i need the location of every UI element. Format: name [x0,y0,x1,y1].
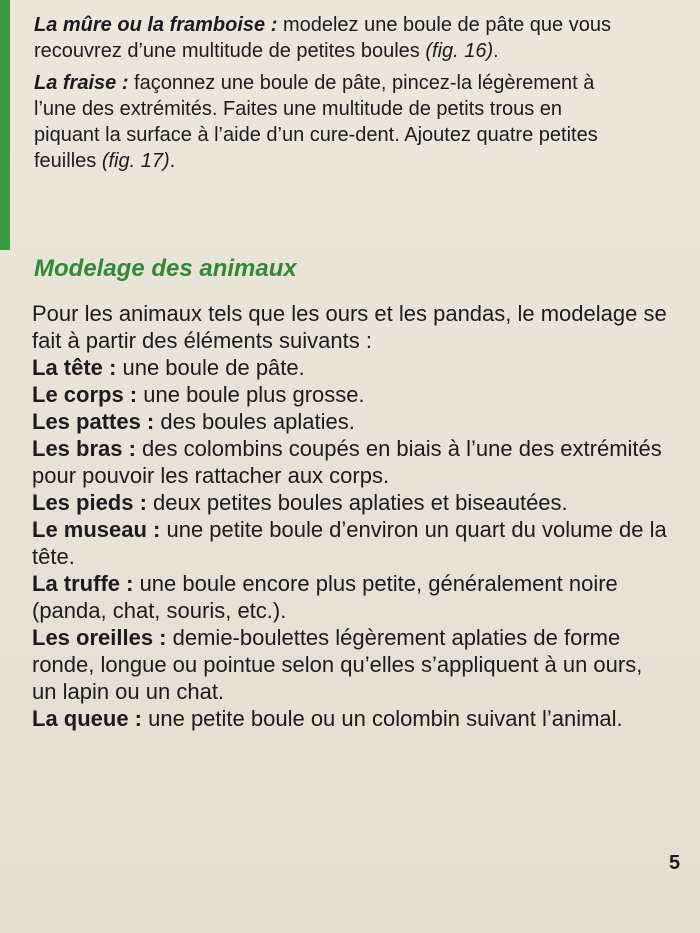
item-queue [32,705,672,732]
term-fraise: La fraise : [34,72,129,94]
item-museau [32,516,672,570]
definition: une boule de pâte. [116,355,305,380]
section-body [32,300,672,732]
intro-paragraph: Pour les animaux tels que les ours et les pandas, le modelage se fait à partir des éléments suivants : [32,301,667,353]
definition: des colombins coupés en biais à l’une des extrémités pour pouvoir les rattacher aux corps. [32,436,662,488]
definition: une petite boule d’environ un quart du volume de la tête. [32,517,667,569]
item-tete [32,354,672,381]
text-mure-framboise: modelez une boule de pâte que vous recouvrez d’une multitude de petites boules [34,14,611,62]
green-margin-bar [0,0,10,250]
paragraph-mure-framboise [34,12,614,64]
definition: une boule plus grosse. [137,382,365,407]
definition: une boule encore plus petite, généralement noire (panda, chat, souris, etc.). [32,571,618,623]
item-pieds [32,489,672,516]
term: La truffe : [32,571,134,596]
term: Les pattes : [32,409,155,434]
item-bras [32,435,672,489]
definition: demie-boulettes légèrement aplaties de forme ronde, longue ou pointue selon qu’elles s’appliquent à un ours, un lapin ou un chat. [32,625,643,704]
item-corps [32,381,672,408]
term: Les bras : [32,436,136,461]
definition: des boules aplaties. [154,409,355,434]
page-number: 5 [669,852,681,874]
fruit-instructions [34,12,614,180]
item-truffe [32,570,672,624]
paragraph-fraise [34,70,614,174]
fig-ref-17: (fig. 17) [101,150,170,172]
item-oreilles [32,624,672,705]
fig-ref-16: (fig. 16) [425,40,494,62]
definition: une petite boule ou un colombin suivant l’animal. [142,706,623,731]
term: Les oreilles : [32,625,167,650]
term: La queue : [32,706,143,731]
term: Les pieds : [32,490,147,515]
definition: deux petites boules aplaties et biseautées. [146,490,568,515]
end-punct: . [169,150,176,172]
section-heading: Modelage des animaux [34,255,297,282]
term: Le corps : [32,382,138,407]
text-fraise: façonnez une boule de pâte, pincez-la légèrement à l’une des extrémités. Faites une multitude de petits trous en piquant la surface à l’aide d’un cure-dent. Ajoutez quatre petites feuilles [34,72,598,172]
end-punct: . [493,40,499,62]
term: La tête : [32,355,117,380]
term: Le museau : [32,517,161,542]
term-mure-framboise: La mûre ou la framboise : [34,14,278,36]
item-pattes [32,408,672,435]
